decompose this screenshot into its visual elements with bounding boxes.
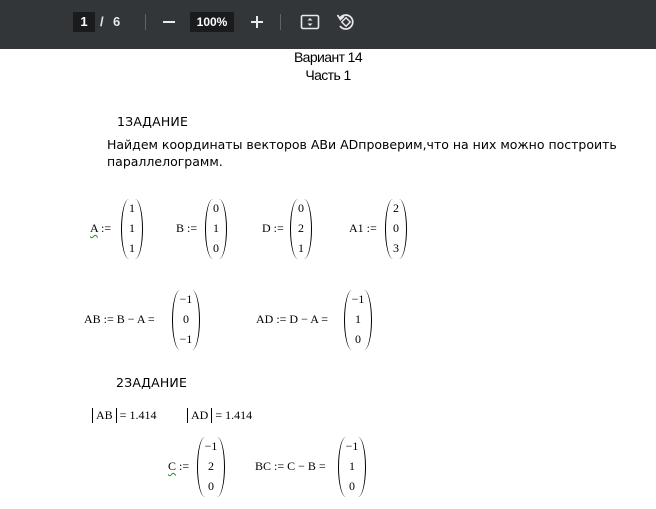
matrix-cell: 1 [213, 221, 219, 235]
minus-icon [162, 15, 176, 29]
matrix-cell: −1 [204, 439, 218, 453]
matrix-cell: 0 [213, 241, 219, 255]
vector-AB-expression: AB := B − A = [84, 312, 155, 326]
norm-AD-value: = 1.414 [215, 408, 253, 422]
matrix-cell: 1 [129, 201, 135, 215]
vector-B-label: B := [176, 221, 198, 235]
vector-B-matrix [205, 199, 227, 259]
matrix-cell: 2 [208, 459, 214, 473]
vector-BC-matrix [338, 437, 366, 497]
task1-heading: 1ЗАДАНИЕ [117, 114, 189, 129]
vector-D-matrix [290, 199, 312, 259]
matrix-cell: 1 [355, 312, 361, 326]
task1-text: Найдем координаты векторов ABи ADпроверим,что на них можно построить параллелограмм. [107, 137, 617, 169]
norm-AD [187, 408, 252, 423]
matrix-cell: 2 [298, 221, 304, 235]
assign-op: := [179, 459, 190, 473]
matrix-cell: 1 [349, 459, 355, 473]
norm-AB-bars: AB [92, 408, 117, 423]
vector-AD-expression: AD := D − A = [256, 312, 328, 326]
norm-AB [92, 408, 156, 423]
var-C: C [168, 459, 177, 473]
norm-AD-bars: AD [187, 408, 212, 423]
pdf-page [0, 49, 656, 509]
rotate-button[interactable] [334, 10, 358, 34]
vector-A1-label: A1 := [349, 221, 377, 235]
matrix-cell: 0 [208, 479, 214, 493]
rotate-icon [336, 12, 356, 32]
matrix-cell: −1 [179, 292, 193, 306]
vector-AB-matrix [172, 290, 200, 350]
toolbar-divider [280, 14, 281, 30]
vector-A1-matrix [385, 199, 407, 259]
vector-BC-expression: BC := C − B = [255, 459, 326, 473]
norm-AB-value: = 1.414 [119, 408, 157, 422]
matrix-cell: 1 [129, 221, 135, 235]
vector-A-matrix [121, 199, 143, 259]
vector-D-label: D := [262, 221, 284, 235]
page-separator: / [100, 14, 104, 29]
page-number-input[interactable]: 1 [73, 12, 95, 32]
zoom-in-button[interactable] [245, 10, 269, 34]
task2-heading: 2ЗАДАНИЕ [116, 375, 188, 390]
matrix-cell: 3 [393, 241, 399, 255]
matrix-cell: −1 [345, 439, 359, 453]
variant-title: Вариант 14 [293, 49, 363, 65]
plus-icon [250, 15, 264, 29]
toolbar-divider [145, 14, 146, 30]
matrix-cell: 2 [393, 201, 399, 215]
assign-op: := [101, 221, 112, 235]
total-pages: 6 [113, 14, 121, 29]
matrix-cell: 0 [393, 221, 399, 235]
matrix-cell: −1 [351, 292, 365, 306]
matrix-cell: 1 [129, 241, 135, 255]
fit-page-icon [300, 13, 320, 31]
matrix-cell: 0 [298, 201, 304, 215]
matrix-cell: 0 [355, 332, 361, 346]
part-title: Часть 1 [305, 67, 351, 83]
vector-AD-matrix [344, 290, 372, 350]
zoom-out-button[interactable] [157, 10, 181, 34]
vector-A-label [90, 221, 111, 236]
matrix-cell: 0 [349, 479, 355, 493]
fit-to-page-button[interactable] [298, 10, 322, 34]
matrix-cell: 1 [298, 241, 304, 255]
pdf-toolbar [0, 0, 656, 49]
zoom-level-input[interactable]: 100% [190, 12, 234, 32]
vector-C-label [168, 459, 189, 474]
matrix-cell: 0 [213, 201, 219, 215]
matrix-cell: 0 [183, 312, 189, 326]
matrix-cell: −1 [179, 332, 193, 346]
vector-C-matrix [197, 437, 225, 497]
var-A: A [90, 221, 99, 235]
